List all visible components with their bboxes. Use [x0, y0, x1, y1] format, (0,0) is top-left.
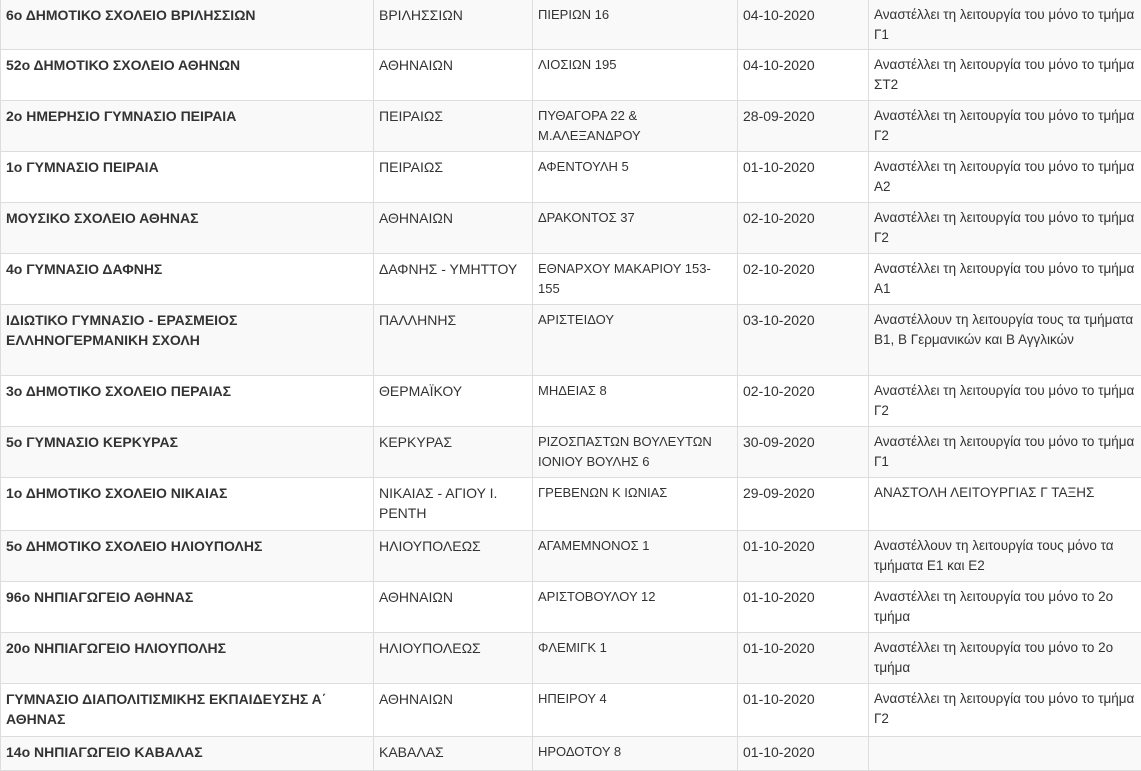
- address-cell: ΔΡΑΚΟΝΤΟΣ 37: [533, 203, 738, 254]
- note-cell: Αναστέλλει τη λειτουργία του μόνο το τμήμα Γ1: [869, 0, 1141, 50]
- school-name-cell: 5ο ΔΗΜΟΤΙΚΟ ΣΧΟΛΕΙΟ ΗΛΙΟΥΠΟΛΗΣ: [1, 531, 374, 582]
- note-cell: [869, 737, 1141, 771]
- date-cell: 01-10-2020: [738, 152, 869, 203]
- table-row: [1, 254, 1141, 305]
- municipality-cell: ΑΘΗΝΑΙΩΝ: [374, 684, 533, 737]
- date-cell: 02-10-2020: [738, 203, 869, 254]
- table-row: [1, 50, 1141, 101]
- date-cell: 01-10-2020: [738, 633, 869, 684]
- table-row: [1, 101, 1141, 152]
- school-name-cell: ΜΟΥΣΙΚΟ ΣΧΟΛΕΙΟ ΑΘΗΝΑΣ: [1, 203, 374, 254]
- note-cell: Αναστέλλει τη λειτουργία του μόνο το τμήμα Γ2: [869, 101, 1141, 152]
- table-row: [1, 582, 1141, 633]
- date-cell: 04-10-2020: [738, 50, 869, 101]
- table-row: [1, 376, 1141, 427]
- municipality-cell: ΑΘΗΝΑΙΩΝ: [374, 203, 533, 254]
- municipality-cell: ΚΕΡΚΥΡΑΣ: [374, 427, 533, 478]
- address-cell: ΓΡΕΒΕΝΩΝ Κ ΙΩΝΙΑΣ: [533, 478, 738, 531]
- school-name-cell: 20ο ΝΗΠΙΑΓΩΓΕΙΟ ΗΛΙΟΥΠΟΛΗΣ: [1, 633, 374, 684]
- school-name-cell: 52ο ΔΗΜΟΤΙΚΟ ΣΧΟΛΕΙΟ ΑΘΗΝΩΝ: [1, 50, 374, 101]
- municipality-cell: ΚΑΒΑΛΑΣ: [374, 737, 533, 771]
- table-row: [1, 478, 1141, 531]
- table-row: [1, 0, 1141, 50]
- table-row: [1, 203, 1141, 254]
- address-cell: ΑΓΑΜΕΜΝΟΝΟΣ 1: [533, 531, 738, 582]
- municipality-cell: ΠΕΙΡΑΙΩΣ: [374, 152, 533, 203]
- municipality-cell: ΔΑΦΝΗΣ - ΥΜΗΤΤΟΥ: [374, 254, 533, 305]
- address-cell: ΑΡΙΣΤΟΒΟΥΛΟΥ 12: [533, 582, 738, 633]
- note-cell: Αναστέλλει τη λειτουργία του μόνο το 2ο τμήμα: [869, 633, 1141, 684]
- school-name-cell: 14ο ΝΗΠΙΑΓΩΓΕΙΟ ΚΑΒΑΛΑΣ: [1, 737, 374, 771]
- note-cell: Αναστέλλουν τη λειτουργία τους μόνο τα τμήματα Ε1 και Ε2: [869, 531, 1141, 582]
- municipality-cell: ΑΘΗΝΑΙΩΝ: [374, 582, 533, 633]
- table-row: [1, 427, 1141, 478]
- date-cell: 28-09-2020: [738, 101, 869, 152]
- school-name-cell: ΙΔΙΩΤΙΚΟ ΓΥΜΝΑΣΙΟ - ΕΡΑΣΜΕΙΟΣ ΕΛΛΗΝΟΓΕΡΜΑΝΙΚΗ ΣΧΟΛΗ: [1, 305, 374, 376]
- school-name-cell: 2ο ΗΜΕΡΗΣΙΟ ΓΥΜΝΑΣΙΟ ΠΕΙΡΑΙΑ: [1, 101, 374, 152]
- municipality-cell: ΗΛΙΟΥΠΟΛΕΩΣ: [374, 531, 533, 582]
- address-cell: ΠΥΘΑΓΟΡΑ 22 & Μ.ΑΛΕΞΑΝΔΡΟΥ: [533, 101, 738, 152]
- table-row: [1, 684, 1141, 737]
- note-cell: Αναστέλλει τη λειτουργία του μόνο το 2ο τμήμα: [869, 582, 1141, 633]
- date-cell: 01-10-2020: [738, 737, 869, 771]
- date-cell: 01-10-2020: [738, 582, 869, 633]
- note-cell: Αναστέλλουν τη λειτουργία τους τα τμήματα Β1, Β Γερμανικών και Β Αγγλικών: [869, 305, 1141, 376]
- address-cell: ΕΘΝΑΡΧΟΥ ΜΑΚΑΡΙΟΥ 153-155: [533, 254, 738, 305]
- school-name-cell: 3ο ΔΗΜΟΤΙΚΟ ΣΧΟΛΕΙΟ ΠΕΡΑΙΑΣ: [1, 376, 374, 427]
- address-cell: ΑΡΙΣΤΕΙΔΟΥ: [533, 305, 738, 376]
- table-row: [1, 737, 1141, 771]
- table-row: [1, 633, 1141, 684]
- address-cell: ΡΙΖΟΣΠΑΣΤΩΝ ΒΟΥΛΕΥΤΩΝ ΙΟΝΙΟΥ ΒΟΥΛΗΣ 6: [533, 427, 738, 478]
- note-cell: Αναστέλλει τη λειτουργία του μόνο το τμήμα ΣΤ2: [869, 50, 1141, 101]
- closures-table-body: [1, 0, 1141, 771]
- municipality-cell: ΑΘΗΝΑΙΩΝ: [374, 50, 533, 101]
- municipality-cell: ΒΡΙΛΗΣΣΙΩΝ: [374, 0, 533, 50]
- school-name-cell: 6ο ΔΗΜΟΤΙΚΟ ΣΧΟΛΕΙΟ ΒΡΙΛΗΣΣΙΩΝ: [1, 0, 374, 50]
- date-cell: 01-10-2020: [738, 684, 869, 737]
- municipality-cell: ΗΛΙΟΥΠΟΛΕΩΣ: [374, 633, 533, 684]
- address-cell: ΠΙΕΡΙΩΝ 16: [533, 0, 738, 50]
- school-name-cell: 5ο ΓΥΜΝΑΣΙΟ ΚΕΡΚΥΡΑΣ: [1, 427, 374, 478]
- municipality-cell: ΠΕΙΡΑΙΩΣ: [374, 101, 533, 152]
- school-name-cell: ΓΥΜΝΑΣΙΟ ΔΙΑΠΟΛΙΤΙΣΜΙΚΗΣ ΕΚΠΑΙΔΕΥΣΗΣ Α΄ ΑΘΗΝΑΣ: [1, 684, 374, 737]
- table-row: [1, 152, 1141, 203]
- note-cell: ΑΝΑΣΤΟΛΗ ΛΕΙΤΟΥΡΓΙΑΣ Γ ΤΑΞΗΣ: [869, 478, 1141, 531]
- note-cell: Αναστέλλει τη λειτουργία του μόνο το τμήμα Γ1: [869, 427, 1141, 478]
- municipality-cell: ΘΕΡΜΑΪΚΟΥ: [374, 376, 533, 427]
- date-cell: 04-10-2020: [738, 0, 869, 50]
- note-cell: Αναστέλλει τη λειτουργία του μόνο το τμήμα Α2: [869, 152, 1141, 203]
- school-name-cell: 96ο ΝΗΠΙΑΓΩΓΕΙΟ ΑΘΗΝΑΣ: [1, 582, 374, 633]
- note-cell: Αναστέλλει τη λειτουργία του μόνο το τμήμα Γ2: [869, 203, 1141, 254]
- table-row: [1, 531, 1141, 582]
- municipality-cell: ΠΑΛΛΗΝΗΣ: [374, 305, 533, 376]
- municipality-cell: ΝΙΚΑΙΑΣ - ΑΓΙΟΥ Ι. ΡΕΝΤΗ: [374, 478, 533, 531]
- note-cell: Αναστέλλει τη λειτουργία του μόνο το τμήμα Α1: [869, 254, 1141, 305]
- address-cell: ΦΛΕΜΙΓΚ 1: [533, 633, 738, 684]
- address-cell: ΜΗΔΕΙΑΣ 8: [533, 376, 738, 427]
- date-cell: 30-09-2020: [738, 427, 869, 478]
- date-cell: 02-10-2020: [738, 254, 869, 305]
- table-row: [1, 305, 1141, 376]
- address-cell: ΗΡΟΔΟΤΟΥ 8: [533, 737, 738, 771]
- date-cell: 29-09-2020: [738, 478, 869, 531]
- school-name-cell: 4ο ΓΥΜΝΑΣΙΟ ΔΑΦΝΗΣ: [1, 254, 374, 305]
- address-cell: ΗΠΕΙΡΟΥ 4: [533, 684, 738, 737]
- school-name-cell: 1ο ΓΥΜΝΑΣΙΟ ΠΕΙΡΑΙΑ: [1, 152, 374, 203]
- date-cell: 01-10-2020: [738, 531, 869, 582]
- date-cell: 03-10-2020: [738, 305, 869, 376]
- school-name-cell: 1ο ΔΗΜΟΤΙΚΟ ΣΧΟΛΕΙΟ ΝΙΚΑΙΑΣ: [1, 478, 374, 531]
- address-cell: ΑΦΕΝΤΟΥΛΗ 5: [533, 152, 738, 203]
- note-cell: Αναστέλλει τη λειτουργία του μόνο το τμήμα Γ2: [869, 684, 1141, 737]
- address-cell: ΛΙΟΣΙΩΝ 195: [533, 50, 738, 101]
- note-cell: Αναστέλλει τη λειτουργία του μόνο το τμήμα Γ2: [869, 376, 1141, 427]
- date-cell: 02-10-2020: [738, 376, 869, 427]
